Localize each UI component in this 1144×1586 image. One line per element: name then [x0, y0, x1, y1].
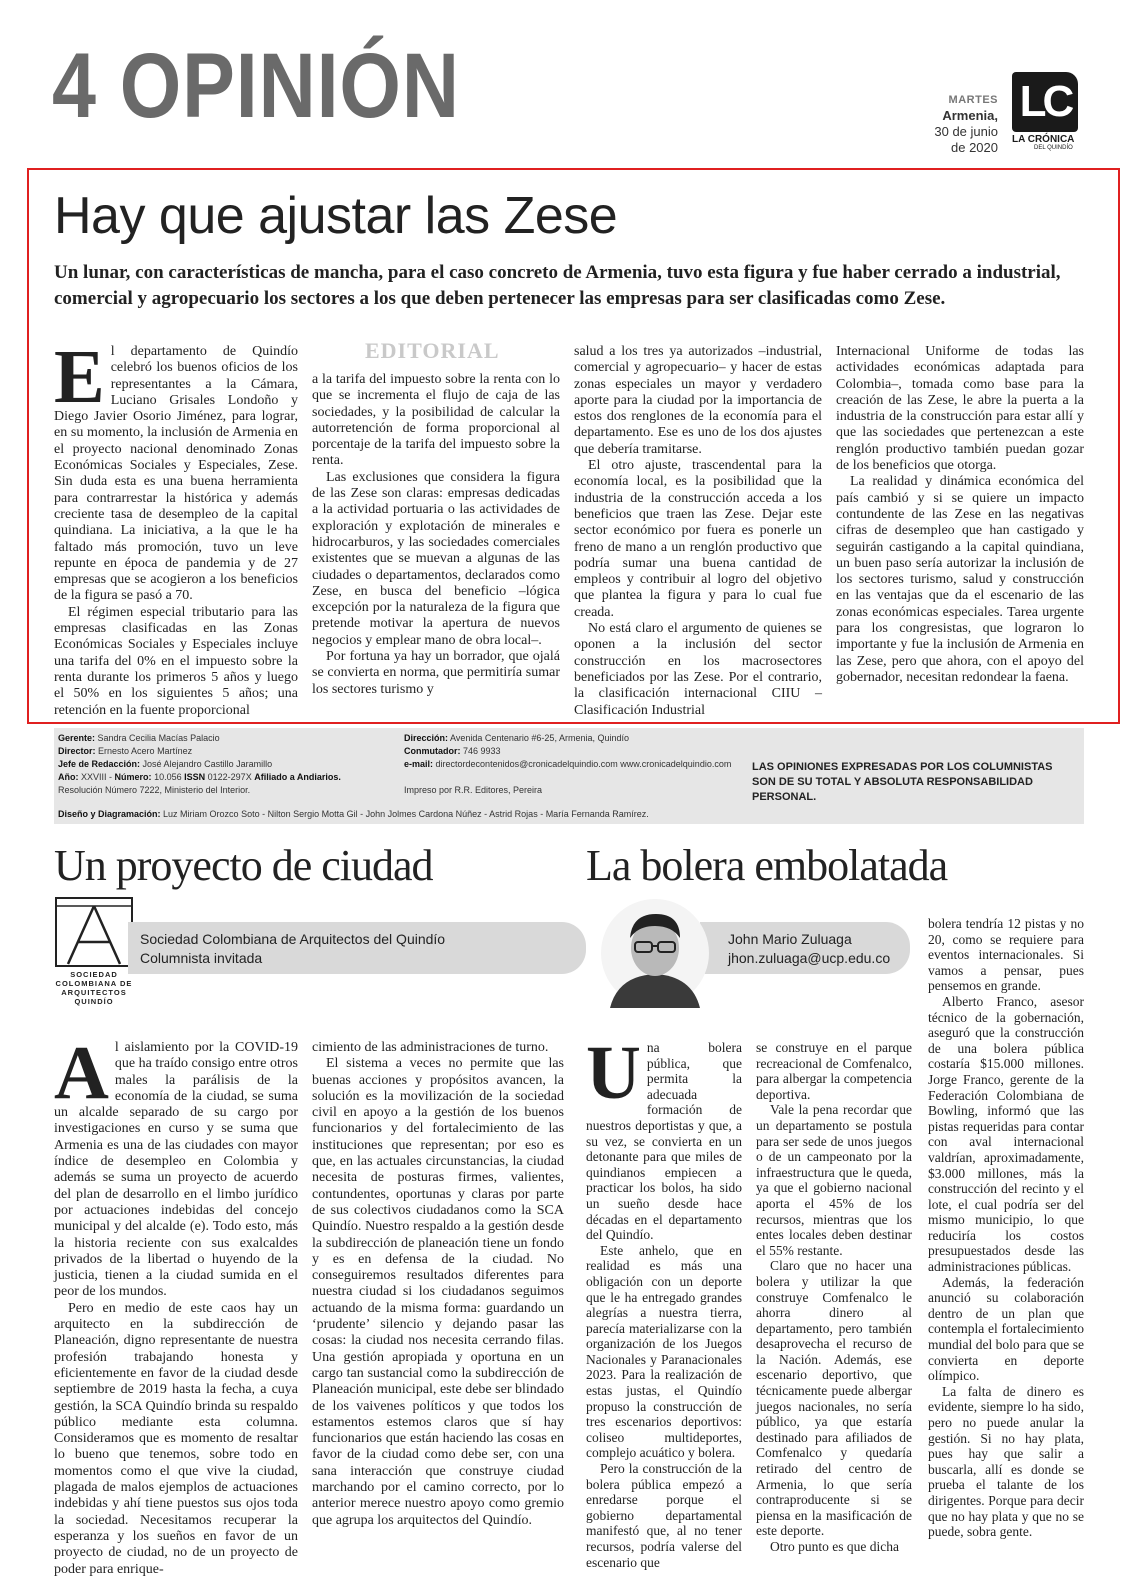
left-byline: Sociedad Colombiana de Arquitectos del Quindío Columnista invitada [140, 931, 446, 966]
editorial-lead: Un lunar, con características de mancha, para el caso concreto de Armenia, tuvo esta figura y fue haber cerrado a industrial, comercial y agropecuario los sectores a los que deben pertenecer las empresas para ser clasificadas como Zese. [54, 262, 1061, 309]
paragraph: Internacional Uniforme de todas las actividades económicas adaptada para Colombia–, tomada como base para la creación de las Zese, le abre la puerta a la industria de la construcción para estar allí y que las sociedades que pertenezcan a este renglón productivo también puedan gozar de los beneficios que otorga. [836, 344, 1084, 474]
author-photo-icon [600, 898, 710, 1008]
opinion-disclaimer: LAS OPINIONES EXPRESADAS POR LOS COLUMNISTAS SON DE SU TOTAL Y ABSOLUTA RESPONSABILIDAD PERSONAL. [752, 761, 1053, 803]
paragraph: na bolera pública, que permita la adecuada formación de nuestros deportistas y que, a su vez, se convierta en un detonante para que miles de quindianos empiecen a practicar los bolos, ha sido un sueño desde hace décadas en el departamento del Quindío. [586, 1040, 742, 1243]
paragraph: l aislamiento por la COVID-19 que ha traído consigo entre otros males la parálisis de la economía de la ciudad, se suma un alcalde separado de su cargo por investigaciones en curso y se suma que Armenia es una de las ciudades con mayor índice de desempleo en Colombia y además se suma un proyecto de acuerdo del plan de desarrollo en el limbo jurídico por actuaciones indebidas del concejo municipal y del alcalde (e). Todo esto, más la historia reciente con sus exalcaldes privados de la libertad o huyendo de la justicia, tienen a la ciudad sumida en el peor de los mundos. [54, 1040, 299, 1300]
logo-sub: DEL QUINDÍO [1034, 145, 1073, 151]
right-column-2 [756, 1040, 912, 1555]
impreso-line: Impreso por R.R. Editores, Pereira [404, 785, 543, 795]
editorial-dropcap: E [54, 335, 105, 419]
section-title: 4 OPINIÓN [52, 35, 460, 137]
logo-mark: LC [1012, 72, 1078, 132]
author-name: John Mario Zuluaga [728, 931, 852, 947]
newspaper-logo [1012, 72, 1084, 158]
sca-logo [54, 896, 134, 1006]
paragraph: Pero la construcción de la bolera pública empezó a enredarse porque el gobierno departamental manifestó que, al no tener recursos, podría valerse del escenario que [586, 1461, 742, 1570]
diseno-line: Diseño y Diagramación: Luz Miriam Orozco Soto - Nilton Sergio Motta Gil - John Jolmes Cardona Núñez - Astrid Rojas - María Fernanda Ramírez. [58, 809, 649, 819]
paragraph: Pero en medio de este caos hay un arquitecto en la subdirección de Planeación, digno representante de nuestra profesión trabajando honesta y eficientemente en favor de la ciudad desde septiembre de 2019 hasta la fecha, a cuya gestión, la SCA Quindío brinda su respaldo público mediante esta columna. Consideramos que es momento de resaltar lo bueno que tenemos, sobre todo en momentos como el que vive la ciudad, plagada de malos ejemplos de actuaciones indebidas y ahí tiene puestos sus ojos toda la sociedad. Necesitamos recuperar la esperanza y los sueños en favor de un proyecto de ciudad, no de un proyecto de poder para enrique- [54, 1300, 298, 1577]
architects-logo-icon [54, 896, 134, 968]
email-line: e-mail: directordecontenidos@cronicadelquindio.com www.cronicadelquindio.com [404, 759, 732, 769]
weekday: MARTES [948, 94, 998, 106]
left-column-title: Un proyecto de ciudad [54, 841, 433, 890]
paragraph: Las exclusiones que considera la figura de las Zese son claras: empresas dedicadas a la actividad portuaria o las actividades de exploración y explotación de minerales e hidrocarburos, y las sociedades comerciales existentes que se muevan a algunas de las ciudades o departamentos, declarados como Zese, en busca del beneficio –lógica excepción por la naturaleza de la figura que pretende motivar la apertura de nuevos negocios y emplear mano de obra local–. [312, 469, 560, 648]
paragraph: cimiento de las administraciones de turno. [312, 1040, 549, 1055]
paragraph: se construye en el parque recreacional de Comfenalco, para albergar la competencia deportiva. [756, 1040, 912, 1102]
paragraph: No está claro el argumento de quienes se oponen a la inclusión del sector construcción en los macrosectores beneficiados por las Zese. Por el contrario, la clasificación internacional CIIU –Clasificación Industrial [574, 621, 822, 718]
right-column-3 [928, 916, 1084, 1540]
left-dropcap: A [54, 1031, 109, 1115]
date-line-1: 30 de junio [934, 124, 998, 139]
date-line-2: de 2020 [951, 140, 998, 155]
paragraph: bolera tendría 12 pistas y no 20, como se requiere para eventos internacionales. Si vamos a pensar, pues pensemos en grande. [928, 916, 1084, 994]
paragraph: Otro punto es que dicha [770, 1539, 899, 1554]
direccion-line: Dirección: Avenida Centenario #6-25, Armenia, Quindío [404, 733, 629, 743]
left-column-2 [312, 1040, 564, 1529]
paragraph: Por fortuna ya hay un borrador, que ojalá se convierta en norma, que permitiría sumar los sectores turismo y [312, 649, 560, 697]
jefe-line: Jefe de Redacción: José Alejandro Castillo Jaramillo [58, 759, 273, 769]
editorial-label: EDITORIAL [365, 338, 500, 363]
left-column-1 [54, 1031, 299, 1578]
editorial-column-4 [836, 344, 1084, 686]
author-email[interactable]: jhon.zuluaga@ucp.edu.co [728, 950, 891, 966]
paragraph: Alberto Franco, asesor técnico de la gobernación, aseguró que la construcción de una bolera pública costaría $15.000 millones. Jorge Franco, gerente de la Federación Colombiana de Bowling, informó que las pistas requeridas para contar con aval internacional valdrían, aproximadamente, $3.000 millones, más la construcción del recinto y el lote, el cual podría ser del mismo municipio, lo que reduciría los costos presupuestados desde las administraciones públicas. [928, 993, 1084, 1275]
conmutador-line: Conmutador: 746 9933 [404, 746, 501, 756]
editorial-column-3 [574, 344, 822, 719]
paragraph: El otro ajuste, trascendental para la economía local, es la posibilidad que la industria de la construcción acceda a los beneficios que traen las Zese. Dejar este sector económico por fuera es ponerle un freno de mano a un renglón productivo que podría sumar una buena cantidad de empleos y contribuir al logro del objetivo que plantea la figura y para lo cual fue creada. [574, 458, 822, 620]
paragraph: La falta de dinero es evidente, siempre lo ha sido, pero no puede anular la gestión. Si no hay plata, pues hay que salir a buscarla, allí es donde se prueba el talante de los dirigentes. Porque para decir que no hay plata y que no se puede, sobra gente. [928, 1383, 1084, 1540]
paragraph: Este anhelo, que en realidad es más una obligación con un deporte que le ha entregado grandes alegrías a nuestra tierra, parecía materializarse con la organización de los Juegos Nacionales y Paranacionales 2023. Para la realización de estas justas, el Quindío propuso la construcción de tres escenarios deportivos: coliseo multideportes, complejo acuático y bolera. [586, 1242, 742, 1461]
gerente-line: Gerente: Sandra Cecilia Macías Palacio [58, 733, 220, 743]
editorial-headline: Hay que ajustar las Zese [54, 187, 618, 245]
paragraph: Vale la pena recordar que un departamento se postula para ser sede de unos juegos o de un campeonato por la infraestructura que le queda, ya que el gobierno nacional aporta el 45% de los recursos, mientras que los entes locales deben destinar el 55% restante. [756, 1102, 912, 1258]
paragraph: El sistema a veces no permite que las buenas acciones y propósitos avancen, la solución es la movilización de la sociedad civil en apoyo a la gestión de los buenos funcionarios y del fortalecimiento de las instituciones que representan; por eso es que, en las actuales circunstancias, la ciudad necesita de posturas firmes, valientes, contundentes, oportunas y claras por parte de sus colectivos ciudadanos como la SCA Quindío. Nuestro respaldo a la gestión desde la subdirección de planeación tiene un fondo y es en defensa de la ciudad. No conseguiremos resultados diferentes para nuestra ciudad si los ciudadanos seguimos actuando de la misma forma: guardando un ‘prudente’ silencio y dejando pasar las cosas: la ciudad nos necesita cerrando filas. Una gestión apropiada y oportuna en un cargo tan sustancial como la subdirección de Planeación municipal, este debe ser blindado de los vaivenes políticos y que todos los estamentos estemos claros que sí hay funcionarios que están haciendo las cosas en favor de la ciudad como debe ser, con una sana interacción que construye ciudad marchando por el camino correcto, por lo anterior merece nuestro apoyo como gremio que agrupa los arquitectos del Quindío. [312, 1056, 564, 1528]
right-column-1 [586, 1031, 742, 1570]
paragraph: La realidad y dinámica económica del país cambió y si se quiere un impacto contundente de las Zese en las negativas cifras de desempleo que han castigado y seguirán castigando a la capital quindiana, un buen paso sería autorizar la inclusión de los sectores turismo, salud y construcción en las ventajas que da el escenario de las zonas económicas especiales. Tarea urgente para los congresistas, que lograron lo importante y fue la inclusión de Armenia en las Zese, pero que ahora, con el apoyo del gobernador, necesitan redondear la faena. [836, 474, 1084, 685]
paragraph: a la tarifa del impuesto sobre la renta con lo que se incrementa el flujo de caja de las sociedades, y la posibilidad de calcular la autorretención de forma proporcional al porcentaje de la tarifa del impuesto sobre la renta. [312, 372, 560, 469]
right-column-title: La bolera embolatada [586, 841, 948, 890]
paragraph: Claro que no hacer una bolera y utilizar la que construye Comfenalco le ahorra dinero al departamento, pero también desaprovecha el recurso de la Nación. Además, ese escenario deportivo, que técnicamente puede albergar juegos nacionales, no sería público, ya que estaría destinado para afiliados de Comfenalco y quedaría retirado del centro de Armenia, lo que sería contraproducente si se piensa en la masificación de este deporte. [756, 1258, 912, 1539]
date-block [878, 92, 998, 156]
paragraph: salud a los tres ya autorizados –industrial, comercial y agropecuario– y hacer de estas zonas especiales un mayor y verdadero aporte para la ciudad por la importancia de estos dos renglones de la economía para el departamento. Ese es uno de los dos ajustes que debería tramitarse. [574, 344, 822, 457]
paragraph: l departamento de Quindío celebró los buenos oficios de los representantes a la Cámara, Luciano Grisales Londoño y Diego Javier Osorio Jiménez, para lograr, en su momento, la inclusión de Armenia en el proyecto nacional denominado Zonas Económicas Sociales y Especiales, Zese. Sin duda esta es una buena herramienta para contrarrestar la histórica y además creciente tasa de desempleo de la capital quindiana. La iniciativa, a la que le ha faltado más promoción, tuvo un leve repunte en época de pandemia y de 27 empresas que se acogieron a los beneficios de la figura se pasó a 70. [54, 344, 298, 604]
paragraph: El régimen especial tributario para las empresas clasificadas en las Zonas Económicas Sociales y Especiales incluye una tarifa del 0% en el impuesto sobre la renta durante los primeros 5 años y luego el 50% en los siguientes 5 años; una retención en la fuente proporcional [54, 604, 298, 718]
city: Armenia, [942, 108, 998, 123]
director-line: Director: Ernesto Acero Martínez [58, 746, 193, 756]
editorial-column-1 [54, 335, 298, 719]
editorial-column-2 [312, 372, 560, 698]
numero-line: Año: XXVIII - Número: 10.056 ISSN 0122-297X Afiliado a Andiarios. [58, 772, 341, 782]
sca-logo-text: SOCIEDAD COLOMBIANA DE ARQUITECTOS QUINDÍO [55, 970, 133, 1006]
resolucion-line: Resolución Número 7222, Ministerio del Interior. [58, 785, 251, 795]
right-dropcap: U [586, 1031, 641, 1115]
paragraph: Además, la federación anunció su colaboración dentro de un plan que contempla el fortalecimiento mundial del bolo para que se convierta en deporte olímpico. [928, 1274, 1084, 1384]
right-byline [728, 930, 890, 968]
logo-name: LA CRÓNICA [1012, 134, 1075, 145]
